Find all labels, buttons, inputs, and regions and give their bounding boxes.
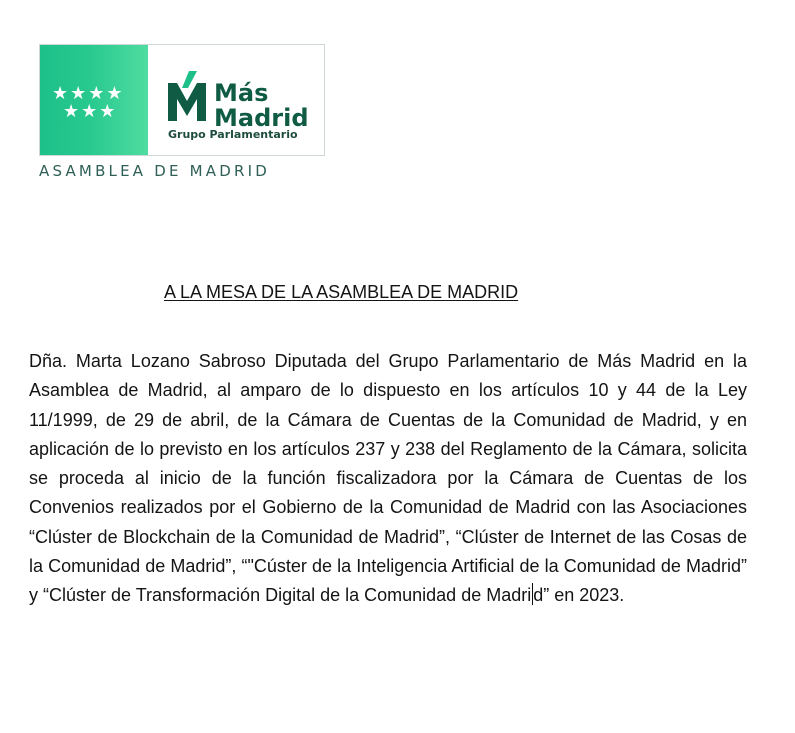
logo-green-panel <box>40 45 148 155</box>
body-text-part-2: d” en 2023. <box>533 585 625 606</box>
stars-icon <box>52 85 125 121</box>
body-text-part-1: Dña. Marta Lozano Sabroso Diputada del Grupo Parlamentario de Más Madrid en la Asamblea de Madrid, al amparo de lo dispuesto en los artículos 10 y 44 de la Ley 11/1999, de 29 de abril, de la Cámara de Cuentas de la Comunidad de Madrid, y en aplicación de lo previsto en los artículos 237 y 238 del Reglamento de la Cámara, solicita se proceda al inicio de la función fiscalizadora por la Cámara de Cuentas de los Convenios realizados por el Gobierno de la Comunidad de Madrid con las Asociaciones “Clúster de Blockchain de la Comunidad de Madrid”, “Clúster de Internet de las Cosas de la Comunidad de Madrid”, “"Cúster de la Inteligencia Artificial de la Comunidad de Madrid” y “Clúster de Transformación Digital de la Comunidad de Madri <box>29 351 747 606</box>
logo <box>27 33 339 190</box>
brand-line-1: Más <box>214 79 269 107</box>
stars-row-bottom: ★★★ <box>63 101 118 122</box>
mas-madrid-m-icon <box>164 69 210 123</box>
logo-box <box>39 44 325 156</box>
document-body <box>29 347 747 611</box>
logo-white-panel <box>148 45 324 155</box>
assembly-label: ASAMBLEA DE MADRID <box>39 162 270 180</box>
brand-line-2: Madrid <box>214 104 309 132</box>
group-label: Grupo Parlamentario <box>168 128 298 141</box>
document-heading: A LA MESA DE LA ASAMBLEA DE MADRID <box>164 282 519 302</box>
stars-row-top: ★★★★ <box>52 83 125 104</box>
